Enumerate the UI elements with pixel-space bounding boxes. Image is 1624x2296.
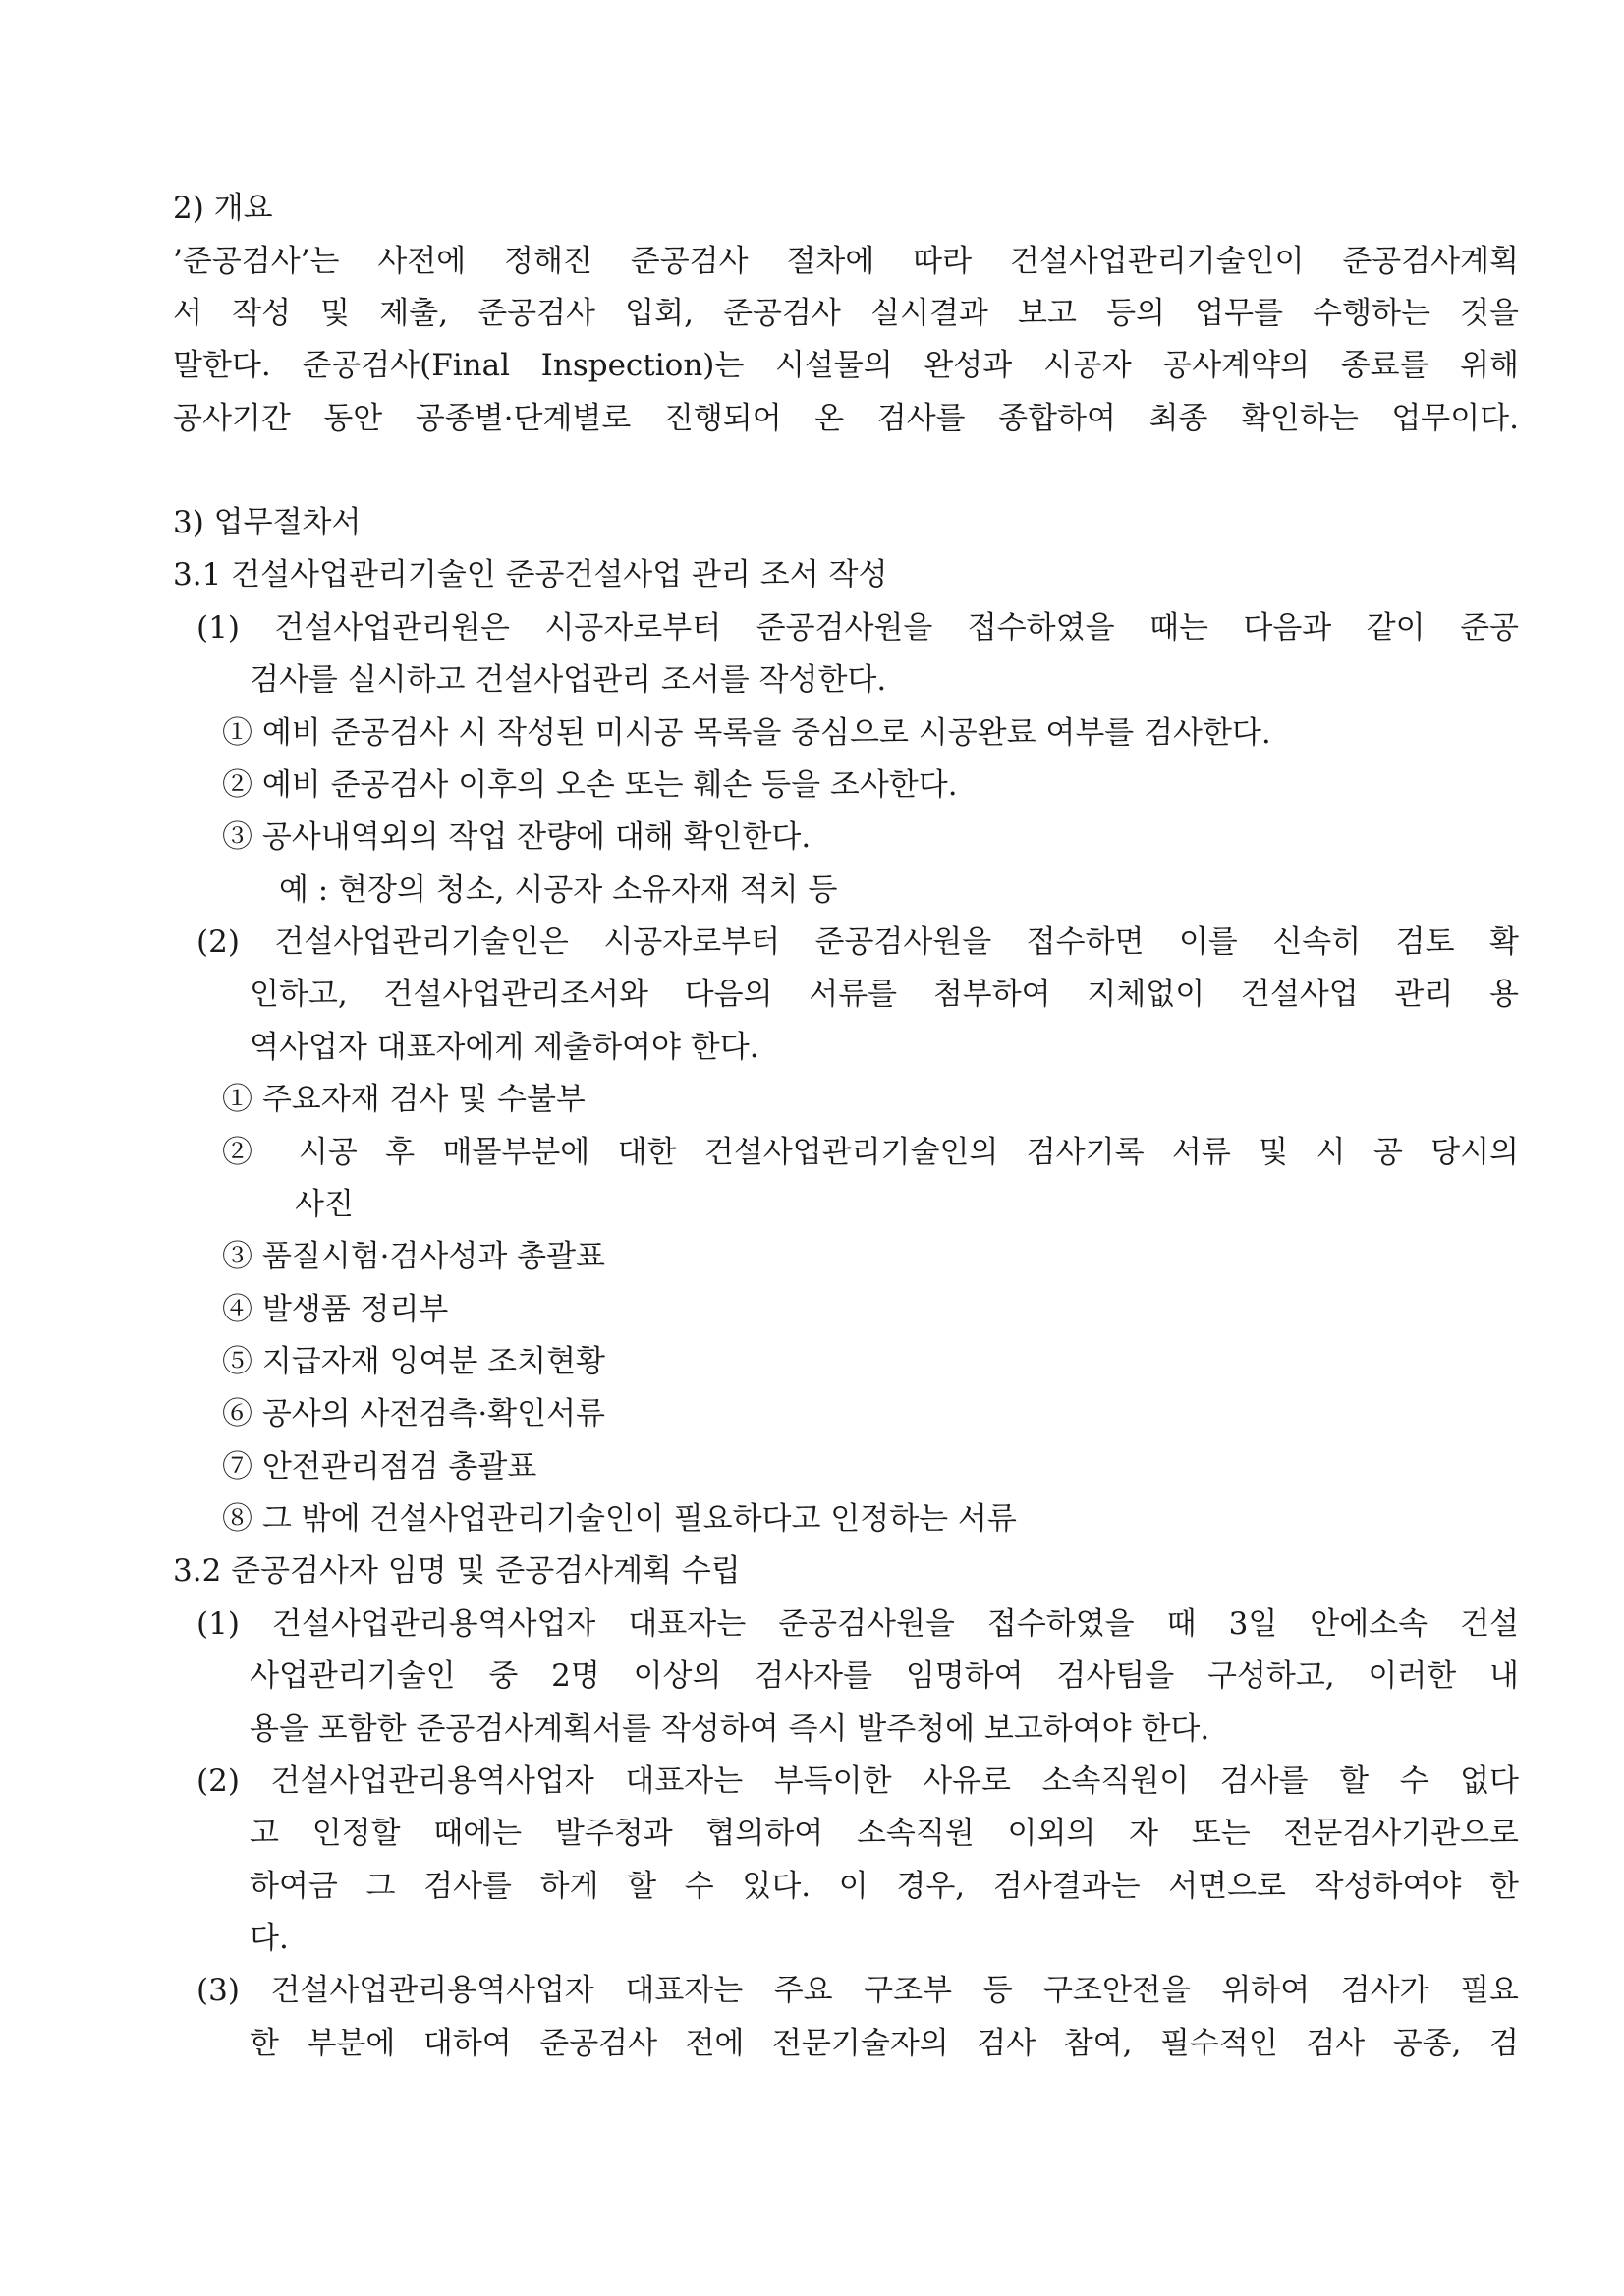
s31-item2-sub: ④ 발생품 정리부 — [222, 1292, 449, 1327]
section-3-2-title: 3.2 준공검사자 임명 및 준공검사계획 수립 — [173, 1553, 741, 1589]
s32-item3-line: 한 부분에 대하여 준공검사 전에 전문기술자의 검사 참여, 필수적인 검사 공종, 검 — [250, 2026, 1519, 2061]
s31-item1-line: 검사를 실시하고 건설사업관리 조서를 작성한다. — [250, 662, 887, 698]
s32-item2-line: (2) 건설사업관리용역사업자 대표자는 부득이한 사유로 소속직원이 검사를 할 수 없다 — [196, 1764, 1519, 1799]
s31-item2-sub: ⑦ 안전관리점검 총괄표 — [222, 1449, 537, 1484]
s32-item2-line: 하여금 그 검사를 하게 할 수 있다. 이 경우, 검사결과는 서면으로 작성하여야 한 — [250, 1869, 1519, 1904]
s32-item2-line: 고 인정할 때에는 발주청과 협의하여 소속직원 이외의 자 또는 전문검사기관으로 — [250, 1816, 1519, 1851]
s31-item2-sub: ⑧ 그 밖에 건설사업관리기술인이 필요하다고 인정하는 서류 — [222, 1501, 1017, 1537]
overview-heading: 2) 개요 — [173, 191, 273, 226]
s31-item1-example: 예 : 현장의 청소, 시공자 소유자재 적치 등 — [279, 872, 838, 908]
overview-para-line: 서 작성 및 제출, 준공검사 입회, 준공검사 실시결과 보고 등의 업무를 수행하는 것을 — [173, 296, 1519, 331]
s31-item1-sub: ③ 공사내역외의 작업 잔량에 대해 확인한다. — [222, 819, 812, 855]
overview-para-line: ’준공검사’는 사전에 정해진 준공검사 절차에 따라 건설사업관리기술인이 준공검사계획 — [173, 244, 1519, 279]
overview-para-line: 말한다. 준공검사(Final Inspection)는 시설물의 완성과 시공자 공사계약의 종료를 위해 — [173, 348, 1519, 383]
s31-item2-line: 인하고, 건설사업관리조서와 다음의 서류를 첨부하여 지체없이 건설사업 관리 용 — [250, 977, 1519, 1012]
s32-item2-line: 다. — [250, 1921, 289, 1956]
s31-item2-line: (2) 건설사업관리기술인은 시공자로부터 준공검사원을 접수하면 이를 신속히 검토 확 — [196, 924, 1519, 960]
s31-item2-sub: 사진 — [295, 1187, 354, 1222]
section-3-1-title: 3.1 건설사업관리기술인 준공건설사업 관리 조서 작성 — [173, 557, 888, 592]
s31-item2-sub: ① 주요자재 검사 및 수불부 — [222, 1082, 586, 1117]
s31-item1-line: (1) 건설사업관리원은 시공자로부터 준공검사원을 접수하였을 때는 다음과 같이 준공 — [196, 610, 1519, 645]
s32-item1-line: (1) 건설사업관리용역사업자 대표자는 준공검사원을 접수하였을 때 3일 안에소속 건설 — [196, 1606, 1519, 1642]
s31-item2-sub: ② 시공 후 매몰부분에 대한 건설사업관리기술인의 검사기록 서류 및 시 공 당시의 — [222, 1135, 1519, 1170]
s32-item1-line: 사업관리기술인 중 2명 이상의 검사자를 임명하여 검사팀을 구성하고, 이러한 내 — [250, 1658, 1519, 1694]
s32-item1-line: 용을 포함한 준공검사계획서를 작성하여 즉시 발주청에 보고하여야 한다. — [250, 1711, 1210, 1747]
s31-item2-sub: ③ 품질시험·검사성과 총괄표 — [222, 1239, 605, 1274]
s31-item1-sub: ② 예비 준공검사 이후의 오손 또는 훼손 등을 조사한다. — [222, 767, 958, 803]
procedure-heading: 3) 업무절차서 — [173, 505, 362, 540]
s31-item1-sub: ① 예비 준공검사 시 작성된 미시공 목록을 중심으로 시공완료 여부를 검사한다. — [222, 715, 1271, 751]
s31-item2-line: 역사업자 대표자에게 제출하여야 한다. — [250, 1030, 759, 1065]
overview-para-line: 공사기간 동안 공종별·단계별로 진행되어 온 검사를 종합하여 최종 확인하는 업무이다. — [173, 401, 1519, 436]
s31-item2-sub: ⑤ 지급자재 잉여분 조치현황 — [222, 1344, 605, 1379]
s31-item2-sub: ⑥ 공사의 사전검측·확인서류 — [222, 1396, 605, 1431]
s32-item3-line: (3) 건설사업관리용역사업자 대표자는 주요 구조부 등 구조안전을 위하여 검사가 필요 — [196, 1973, 1519, 2008]
